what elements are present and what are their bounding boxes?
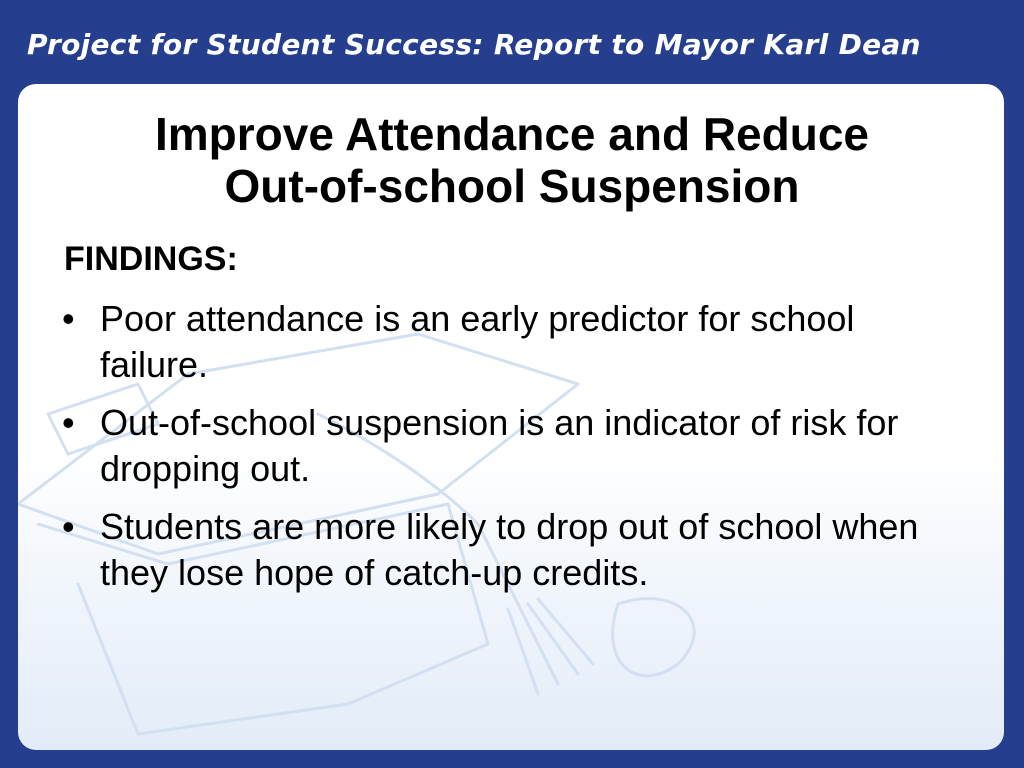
bullet-text: Out-of-school suspension is an indicator of risk for dropping out. [100, 402, 899, 489]
bullet-icon: • [62, 402, 75, 443]
list-item [62, 400, 962, 492]
slide-title-line-2: Out-of-school Suspension [224, 160, 800, 212]
slide-title [0, 108, 1024, 212]
findings-list [62, 296, 962, 608]
bullet-text: Students are more likely to drop out of school when they lose hope of catch-up credits. [100, 506, 919, 593]
bullet-icon: • [62, 298, 75, 339]
findings-heading: FINDINGS: [64, 240, 238, 278]
slide-title-line-1: Improve Attendance and Reduce [154, 108, 869, 160]
list-item [62, 296, 962, 388]
list-item [62, 504, 962, 596]
bullet-icon: • [62, 506, 75, 547]
header-title: Project for Student Success: Report to Mayor Karl Dean [27, 28, 921, 61]
bullet-text: Poor attendance is an early predictor for school failure. [100, 298, 855, 385]
